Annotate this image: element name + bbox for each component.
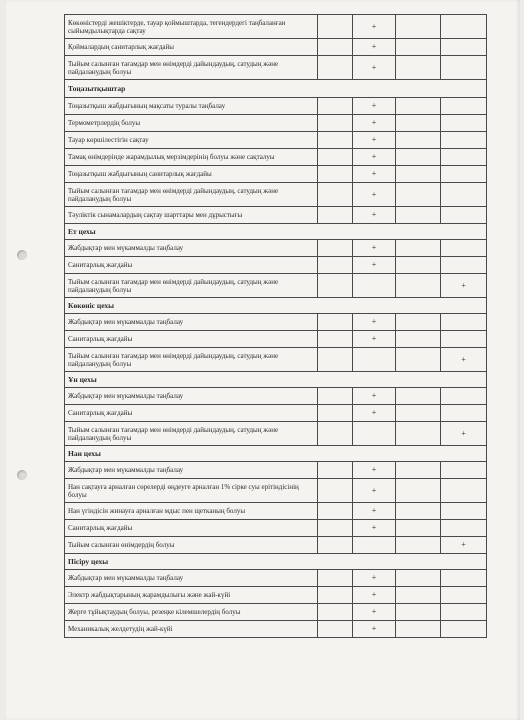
requirement-text: Жабдықтар мен мүкаммалды таңбалау [65,240,318,257]
section-title: Пісіру цехы [65,554,487,570]
mark-cell: + [353,388,396,405]
mark-cell [353,422,396,446]
table-row [65,621,487,638]
requirement-text: Нан үгіндісін жинауға арналған мдыс пен щетканың болуы [65,503,318,520]
mark-cell [318,348,353,372]
punch-hole [17,470,27,480]
mark-cell [441,240,487,257]
mark-cell [396,207,441,224]
mark-cell [396,39,441,56]
mark-cell [318,479,353,503]
mark-cell: + [353,621,396,638]
mark-cell [396,479,441,503]
section-header-row [65,372,487,388]
table-row [65,331,487,348]
mark-cell [441,132,487,149]
table-row [65,240,487,257]
mark-cell [318,331,353,348]
mark-cell [441,39,487,56]
requirement-text: Тауар көршілестігін сақтау [65,132,318,149]
table-row [65,479,487,503]
table-row [65,257,487,274]
mark-cell [396,240,441,257]
mark-cell [396,274,441,298]
table-row [65,98,487,115]
mark-cell: + [353,207,396,224]
section-header-row [65,80,487,98]
mark-cell [318,388,353,405]
mark-cell [318,570,353,587]
mark-cell: + [353,183,396,207]
mark-cell [353,537,396,554]
mark-cell [353,348,396,372]
mark-cell: + [353,587,396,604]
mark-cell [396,98,441,115]
mark-cell [396,587,441,604]
mark-cell [441,56,487,80]
mark-cell [396,348,441,372]
table-row [65,39,487,56]
mark-cell: + [353,570,396,587]
mark-cell: + [353,240,396,257]
table-row [65,132,487,149]
requirement-text: Тәуліктік сынамалардың сақтау шарттары мен дұрыстығы [65,207,318,224]
mark-cell: + [353,331,396,348]
mark-cell [441,479,487,503]
table-row [65,388,487,405]
requirement-text: Нан сақтауға арналған сөрелерді өңдеуге арналған 1% сірке суы ерітіндісінің болуы [65,479,318,503]
mark-cell [441,257,487,274]
mark-cell [441,98,487,115]
mark-cell: + [353,604,396,621]
mark-cell [441,149,487,166]
mark-cell [396,149,441,166]
mark-cell [441,331,487,348]
mark-cell: + [353,39,396,56]
requirement-text: Санитарлық жағдайы [65,331,318,348]
mark-cell [396,56,441,80]
table-row [65,570,487,587]
mark-cell [396,166,441,183]
mark-cell [396,405,441,422]
mark-cell: + [353,149,396,166]
requirement-text: Жабдықтар мен мүкаммалды таңбалау [65,314,318,331]
mark-cell [441,503,487,520]
mark-cell [396,604,441,621]
section-title: Тоңазытқыштар [65,80,487,98]
mark-cell [318,166,353,183]
table-row [65,348,487,372]
mark-cell [441,520,487,537]
table-row [65,537,487,554]
section-title: Ұн цехы [65,372,487,388]
table-row [65,149,487,166]
mark-cell [441,166,487,183]
mark-cell [318,149,353,166]
requirement-text: Электр жабдықтарының жарамдылығы және жай-күйі [65,587,318,604]
mark-cell [318,115,353,132]
table-row [65,274,487,298]
mark-cell [318,314,353,331]
mark-cell: + [353,503,396,520]
mark-cell [396,462,441,479]
mark-cell [318,405,353,422]
table-row [65,314,487,331]
requirement-text: Жабдықтар мен мүкаммалды таңбалау [65,388,318,405]
mark-cell [441,314,487,331]
table-row [65,115,487,132]
mark-cell [441,207,487,224]
mark-cell: + [353,115,396,132]
requirement-text: Тоңазытқыш жабдығының санитарлық жағдайы [65,166,318,183]
table-row [65,462,487,479]
mark-cell: + [353,462,396,479]
section-header-row [65,224,487,240]
mark-cell: + [353,15,396,39]
section-title: Көкөніс цехы [65,298,487,314]
mark-cell: + [441,537,487,554]
section-header-row [65,554,487,570]
mark-cell [318,587,353,604]
requirement-text: Тыйым салынған тағамдар мен өнімдерді дайындаудың, сатудың және пайдаланудың болуы [65,56,318,80]
mark-cell [396,183,441,207]
mark-cell [441,115,487,132]
mark-cell: + [441,348,487,372]
mark-cell [318,462,353,479]
mark-cell: + [353,520,396,537]
section-header-row [65,446,487,462]
table-row [65,520,487,537]
mark-cell: + [353,257,396,274]
mark-cell [318,98,353,115]
mark-cell [318,537,353,554]
requirement-text: Тоңазытқыш жабдығының мақсаты туралы таңбалау [65,98,318,115]
mark-cell [353,274,396,298]
requirement-text: Санитарлық жағдайы [65,520,318,537]
mark-cell [318,604,353,621]
mark-cell [396,314,441,331]
mark-cell [318,15,353,39]
mark-cell [396,115,441,132]
mark-cell [396,503,441,520]
mark-cell [318,621,353,638]
requirement-text: Тыйым салынған тағамдар мен өнімдерді дайындаудың, сатудың және пайдаланудың болуы [65,422,318,446]
requirement-text: Қоймалардың санитарлық жағдайы [65,39,318,56]
requirement-text: Жабдықтар мен мүкаммалды таңбалау [65,462,318,479]
requirement-text: Жерге тұйықтаудың болуы, резеңке кілемшелердің болуы [65,604,318,621]
mark-cell [441,621,487,638]
requirement-text: Тамақ өнімдерінде жарамдылық мерзімдерінің болуы және сақталуы [65,149,318,166]
mark-cell [318,520,353,537]
mark-cell [441,405,487,422]
mark-cell [318,257,353,274]
mark-cell [441,587,487,604]
requirement-text: Санитарлық жағдайы [65,257,318,274]
mark-cell: + [353,98,396,115]
mark-cell [441,15,487,39]
table-row [65,166,487,183]
requirement-text: Көкөністерді жешіктерде, тауар қоймыштарда, тегендердегі таңбаланған сыйымдылықтарда сақтау [65,15,318,39]
mark-cell [318,274,353,298]
table-row [65,56,487,80]
mark-cell [396,621,441,638]
requirement-text: Жабдықтар мен мүкаммалды таңбалау [65,570,318,587]
mark-cell [441,604,487,621]
requirement-text: Механикалық желдетудің жай-күйі [65,621,318,638]
mark-cell: + [441,274,487,298]
mark-cell [318,132,353,149]
requirement-text: Тыйым салынған тағамдар мен өнімдерді дайындаудың, сатудың және пайдаланудың болуы [65,274,318,298]
mark-cell: + [353,479,396,503]
requirement-text: Тыйым салынған тағамдар мен өнімдерді дайындаудың, сатудың және пайдаланудың болуы [65,348,318,372]
mark-cell [441,570,487,587]
requirement-text: Тыйым салынған тағамдар мен өнімдерді дайындаудың, сатудың және пайдаланудың болуы [65,183,318,207]
mark-cell [441,183,487,207]
mark-cell [396,331,441,348]
mark-cell [318,39,353,56]
table-row [65,183,487,207]
table-row [65,587,487,604]
mark-cell: + [353,314,396,331]
requirement-text: Термометрлердің болуы [65,115,318,132]
mark-cell: + [353,56,396,80]
table-row [65,604,487,621]
section-title: Нан цехы [65,446,487,462]
mark-cell [318,503,353,520]
mark-cell [318,183,353,207]
mark-cell [441,462,487,479]
mark-cell: + [353,166,396,183]
punch-hole [17,250,27,260]
table-row [65,15,487,39]
mark-cell [318,207,353,224]
table-row [65,422,487,446]
checklist-table [64,14,487,638]
mark-cell [396,570,441,587]
table-row [65,405,487,422]
mark-cell [396,388,441,405]
mark-cell [441,388,487,405]
mark-cell: + [353,132,396,149]
requirement-text: Тыйым салынған өнімдердің болуы [65,537,318,554]
mark-cell [318,56,353,80]
mark-cell [318,240,353,257]
mark-cell [396,422,441,446]
table-row [65,503,487,520]
mark-cell [318,422,353,446]
mark-cell [396,537,441,554]
mark-cell [396,15,441,39]
mark-cell: + [441,422,487,446]
mark-cell: + [353,405,396,422]
section-title: Ет цехы [65,224,487,240]
table-row [65,207,487,224]
mark-cell [396,257,441,274]
requirement-text: Санитарлық жағдайы [65,405,318,422]
section-header-row [65,298,487,314]
mark-cell [396,132,441,149]
mark-cell [396,520,441,537]
